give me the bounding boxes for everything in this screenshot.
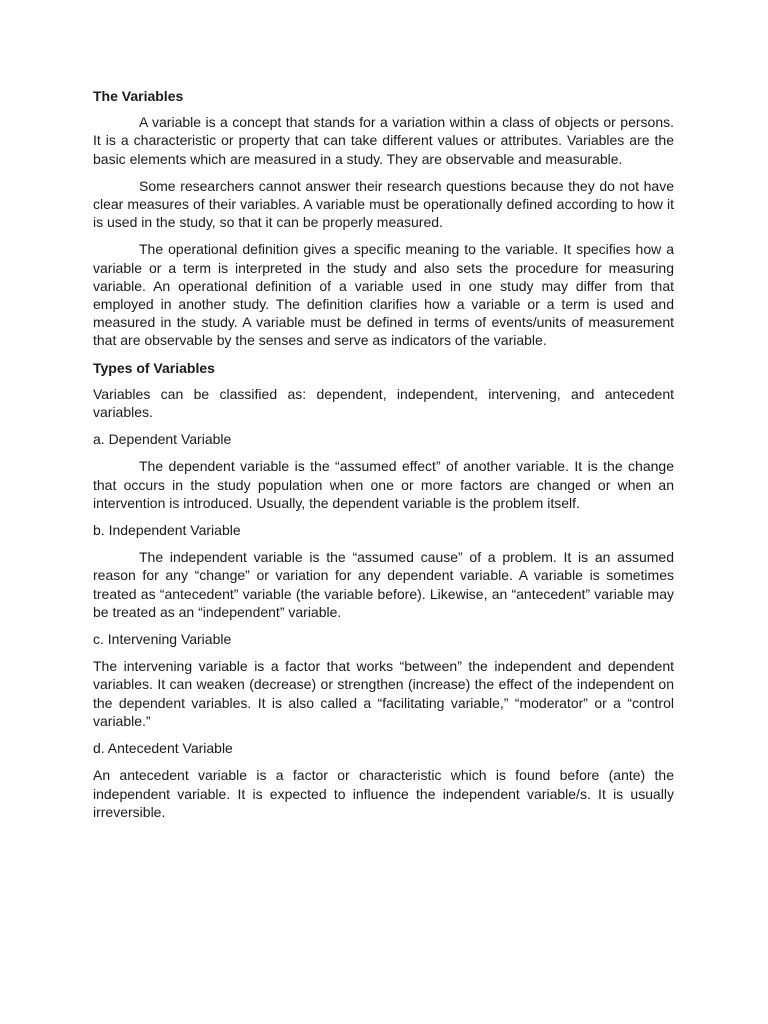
- paragraph-variable-definition: A variable is a concept that stands for a variation within a class of objects or persons. It is a characteristic or property that can take different values or attributes. Variables are the basic elements which are measured in a study. They are observable and measurable.: [93, 114, 674, 167]
- paragraph-antecedent-variable: An antecedent variable is a factor or characteristic which is found before (ante) the independent variable. It is expected to influence the independent variable/s. It is usually irreversible.: [93, 767, 674, 820]
- subheading-independent-variable: b. Independent Variable: [93, 522, 241, 539]
- subheading-dependent-variable: a. Dependent Variable: [93, 431, 232, 448]
- subheading-intervening-variable: c. Intervening Variable: [93, 631, 232, 648]
- paragraph-operational-definition: The operational definition gives a specific meaning to the variable. It specifies how a variable or a term is interpreted in the study and also sets the procedure for measuring variable. An operational definition of a variable used in one study may differ from that employed in another study. The definition clarifies how a variable or a term is used and measured in the study. A variable must be defined in terms of events/units of measurement that are observable by the senses and serve as indicators of the variable.: [93, 241, 674, 349]
- paragraph-types-intro: Variables can be classified as: dependent, independent, intervening, and antecedent variables.: [93, 385, 674, 421]
- subheading-antecedent-variable: d. Antecedent Variable: [93, 740, 233, 757]
- paragraph-intervening-variable: The intervening variable is a factor that works “between” the independent and dependent variables. It can weaken (decrease) or strengthen (increase) the effect of the independent on the dependent variables. It is also called a “facilitating variable,” “moderator” or a “control variable.”: [93, 658, 674, 729]
- section-title-variables: The Variables: [93, 88, 184, 104]
- paragraph-independent-variable: The independent variable is the “assumed cause” of a problem. It is an assumed reason for any “change” or variation for any dependent variable. A variable is sometimes treated as “antecedent” variable (the variable before). Likewise, an “antecedent” variable may be treated as an “independent” variable.: [93, 549, 674, 620]
- paragraph-dependent-variable: The dependent variable is the “assumed effect” of another variable. It is the change that occurs in the study population when one or more factors are changed or when an intervention is introduced. Usually, the dependent variable is the problem itself.: [93, 458, 674, 511]
- section-title-types-of-variables: Types of Variables: [93, 359, 215, 376]
- paragraph-measures: Some researchers cannot answer their research questions because they do not have clear measures of their variables. A variable must be operationally defined according to how it is used in the study, so that it can be properly measured.: [93, 177, 674, 231]
